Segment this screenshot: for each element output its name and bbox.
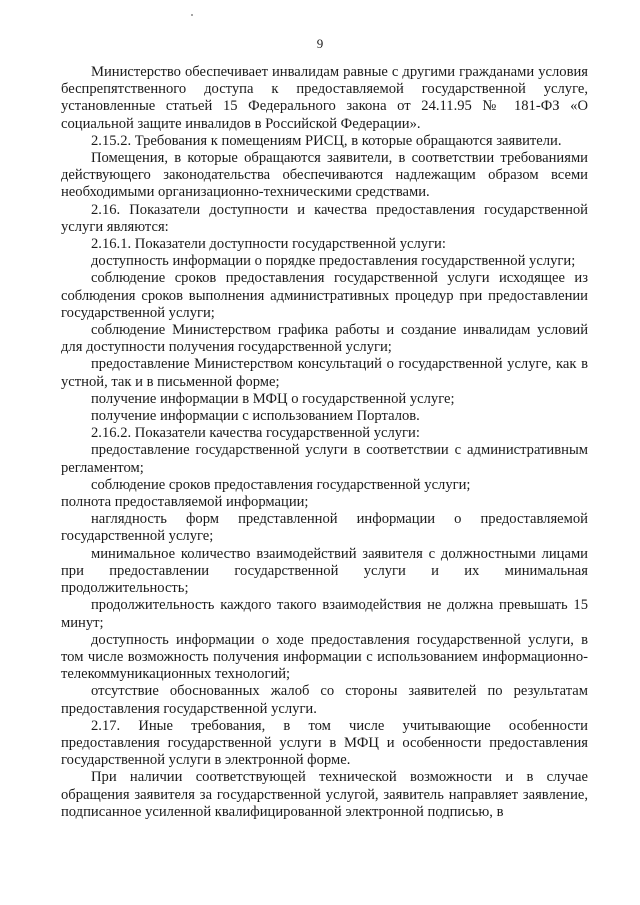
paragraph-accessibility-intro: Министерство обеспечивает инвалидам равные с другими гражданами условия беспрепятственного доступа к предоставляемой государственной услуге, установленные статьей 15 Федерального закона от 24.11.95 № 181-ФЗ «О социальной защите инвалидов в Российской Федерации». (61, 64, 588, 132)
list-item: соблюдение сроков предоставления государственной услуги; (91, 476, 471, 493)
list-item: предоставление Министерством консультаций о государственной услуге, как в устной, так и в письменной форме; (61, 356, 588, 390)
document-body (61, 64, 588, 821)
paragraph-2-15-2: 2.15.2. Требования к помещениям РИСЦ, в которые обращаются заявители. (91, 132, 562, 149)
page-number: 9 (316, 36, 324, 51)
paragraph-2-16-1: 2.16.1. Показатели доступности государственной услуги: (91, 236, 446, 253)
paragraph-2-16: 2.16. Показатели доступности и качества предоставления государственной услуги являются: (61, 201, 588, 235)
list-item: получение информации в МФЦ о государственной услуге; (91, 390, 455, 407)
list-item: полнота предоставляемой информации; (61, 494, 309, 511)
list-item: доступность информации о порядке предоставления государственной услуги; (91, 253, 576, 270)
list-item: отсутствие обоснованных жалоб со стороны заявителей по результатам предоставления государственной услуги. (61, 683, 588, 717)
list-item: доступность информации о ходе предоставления государственной услуги, в том числе возможность получения информации с использованием информационно-телекоммуникационных технологий; (61, 631, 588, 683)
list-item: соблюдение сроков предоставления государственной услуги исходящее из соблюдения сроков выполнения административных процедур при предоставлении государственной услуги; (61, 270, 588, 321)
paragraph-2-17: 2.17. Иные требования, в том числе учитывающие особенности предоставления государственной услуги в МФЦ и особенности предоставления государственной услуги в электронной форме. (61, 717, 588, 769)
paragraph-2-16-2: 2.16.2. Показатели качества государственной услуги: (91, 425, 420, 442)
list-item: наглядность форм представленной информации о предоставляемой государственной услуге; (61, 511, 588, 545)
scan-speck (191, 14, 193, 16)
list-item: соблюдение Министерством графика работы и создание инвалидам условий для доступности получения государственной услуги; (61, 322, 588, 356)
list-item: получение информации с использованием Порталов. (91, 408, 420, 425)
paragraph-premises: Помещения, в которые обращаются заявители, в соответствии требованиями действующего законодательства обеспечиваются надлежащим образом всеми необходимыми организационно-техническими средствами. (61, 150, 588, 201)
paragraph-electronic-submission: При наличии соответствующей технической возможности и в случае обращения заявителя за государственной услугой, заявитель направляет заявление, подписанное усиленной квалифицированной электронной подписью, в (61, 769, 588, 820)
list-item: минимальное количество взаимодействий заявителя с должностными лицами при предоставлении государственной услуги и их минимальная продолжительность; (61, 545, 588, 597)
list-item: предоставление государственной услуги в соответствии с административным регламентом; (61, 442, 588, 476)
list-item: продолжительность каждого такого взаимодействия не должна превышать 15 минут; (61, 597, 588, 631)
